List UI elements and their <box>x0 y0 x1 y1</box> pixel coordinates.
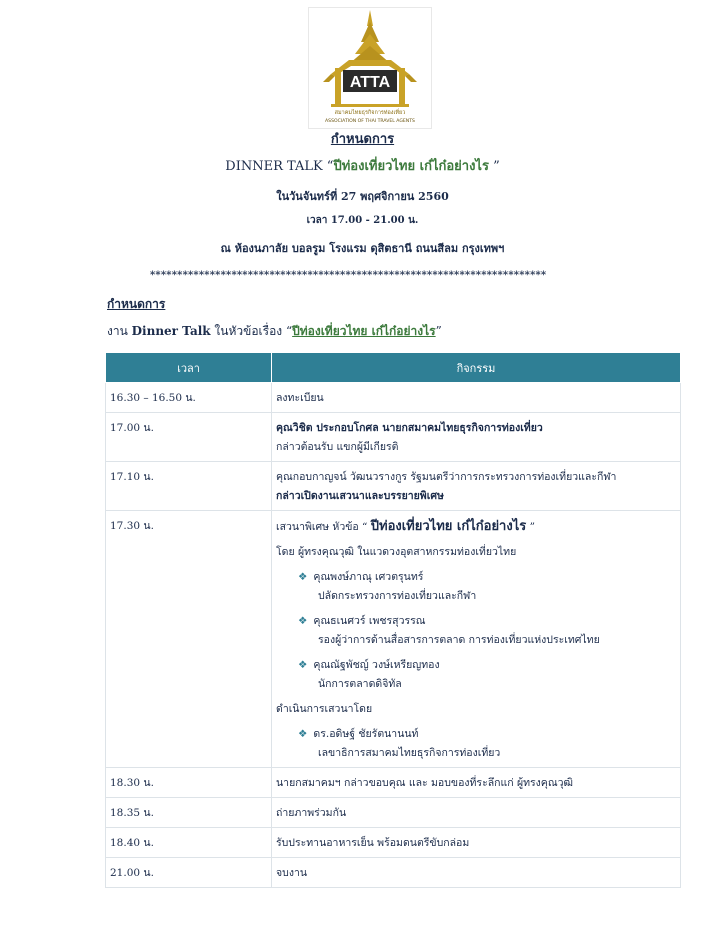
header-activity: กิจกรรม <box>272 353 681 383</box>
moderator-name: ดร.อดิษฐ์ ชัยรัตนานนท์ <box>313 728 419 740</box>
speaker-title: ปลัดกระทรวงการท่องเที่ยวและกีฬา <box>318 590 477 602</box>
diamond-bullet-icon: ❖ <box>298 571 308 583</box>
panel-topic <box>276 517 677 537</box>
logo-thai-name: สมาคมไทยธุรกิจการท่องเที่ยว <box>334 110 406 116</box>
event-venue: ณ ห้องนภาลัย บอลรูม โรงแรม ดุสิตธานี ถนนสีลม กรุงเทพฯ <box>220 242 505 255</box>
speaker-role: กล่าวเปิดงานเสวนาและบรรยายพิเศษ <box>276 490 444 502</box>
speaker-name: คุณธเนศวร์ เพชรสุวรรณ <box>313 615 426 627</box>
speaker-title: รองผู้ว่าการด้านสื่อสารการตลาด การท่องเที่ยวแห่งประเทศไทย <box>318 634 600 646</box>
row-activity: ถ่ายภาพร่วมกัน <box>272 798 681 828</box>
temple-logo-icon <box>309 8 431 128</box>
table-row <box>106 383 681 413</box>
speaker-role: กล่าวต้อนรับ แขกผู้มีเกียรติ <box>276 441 399 453</box>
intro-topic: ปีท่องเที่ยวไทย เก๋ไก๋อย่างไร <box>292 324 436 338</box>
table-row <box>106 858 681 888</box>
event-name: ปีท่องเที่ยวไทย เก๋ไก๋อย่างไร <box>333 159 489 174</box>
intro-bold: Dinner Talk <box>131 324 211 338</box>
speaker-item <box>276 656 677 675</box>
speaker-title: นักการตลาดดิจิทัล <box>318 678 402 690</box>
speaker-line: คุณกอบกาญจน์ วัฒนวรางกูร รัฐมนตรีว่าการกระทรวงการท่องเที่ยวและกีฬา <box>276 471 617 483</box>
table-header-row <box>106 353 681 383</box>
row-time: 17.30 น. <box>106 511 272 768</box>
topic-suffix: ” <box>526 521 535 533</box>
row-activity <box>272 413 681 462</box>
event-title <box>0 155 725 176</box>
row-activity: ลงทะเบียน <box>272 383 681 413</box>
atta-logo <box>308 7 432 129</box>
speaker-item <box>276 612 677 631</box>
schedule-table <box>105 352 681 888</box>
moderator-label: ดำเนินการเสวนาโดย <box>276 703 373 715</box>
row-time: 21.00 น. <box>106 858 272 888</box>
row-time: 17.00 น. <box>106 413 272 462</box>
speaker-item <box>276 568 677 587</box>
row-time: 18.30 น. <box>106 768 272 798</box>
table-row <box>106 413 681 462</box>
diamond-bullet-icon: ❖ <box>298 659 308 671</box>
row-activity: รับประทานอาหารเย็น พร้อมดนตรีขับกล่อม <box>272 828 681 858</box>
diamond-bullet-icon: ❖ <box>298 615 308 627</box>
moderator-item <box>276 725 677 744</box>
row-time: 17.10 น. <box>106 462 272 511</box>
section-heading: กำหนดการ <box>107 297 166 311</box>
topic-name: ปีท่องเที่ยวไทย เก๋ไก๋อย่างไร <box>370 519 527 534</box>
section-intro <box>107 322 442 341</box>
table-row <box>106 768 681 798</box>
diamond-bullet-icon: ❖ <box>298 728 308 740</box>
event-time: เวลา 17.00 - 21.00 น. <box>306 215 419 226</box>
intro-mid: ในหัวข้อเรื่อง “ <box>210 324 293 338</box>
speaker-name: คุณพงษ์ภาณุ เศวตรุนทร์ <box>313 571 424 583</box>
page-title: กำหนดการ <box>330 132 395 147</box>
panel-by: โดย ผู้ทรงคุณวุฒิ ในแวดวงอุตสาหกรรมท่องเที่ยวไทย <box>276 546 517 558</box>
row-activity <box>272 462 681 511</box>
table-row <box>106 511 681 768</box>
row-time: 18.35 น. <box>106 798 272 828</box>
table-row <box>106 798 681 828</box>
event-prefix: DINNER TALK “ <box>225 159 334 174</box>
row-time: 16.30 – 16.50 น. <box>106 383 272 413</box>
topic-prefix: เสวนาพิเศษ หัวข้อ “ <box>276 521 371 533</box>
event-suffix: ” <box>488 159 500 174</box>
speaker-name: คุณณัฐพัชญ์ วงษ์เหรียญทอง <box>313 659 440 671</box>
intro-prefix: งาน <box>107 324 132 338</box>
row-activity: จบงาน <box>272 858 681 888</box>
speaker-line: คุณวิชิต ประกอบโกศล นายกสมาคมไทยธุรกิจการท่องเที่ยว <box>276 422 543 434</box>
moderator-title: เลขาธิการสมาคมไทยธุรกิจการท่องเที่ยว <box>318 747 501 759</box>
intro-suffix: ” <box>435 324 442 338</box>
table-row <box>106 462 681 511</box>
logo-english-name: ASSOCIATION OF THAI TRAVEL AGENTS <box>325 119 415 124</box>
row-activity: นายกสมาคมฯ กล่าวขอบคุณ และ มอบของที่ระลึกแก่ ผู้ทรงคุณวุฒิ <box>272 768 681 798</box>
row-activity <box>272 511 681 768</box>
event-date: ในวันจันทร์ที่ 27 พฤศจิกายน 2560 <box>276 190 449 203</box>
row-time: 18.40 น. <box>106 828 272 858</box>
separator: ************************************************************************* <box>150 270 547 281</box>
header-time: เวลา <box>106 353 272 383</box>
logo-acronym: ATTA <box>349 74 391 91</box>
table-row <box>106 828 681 858</box>
